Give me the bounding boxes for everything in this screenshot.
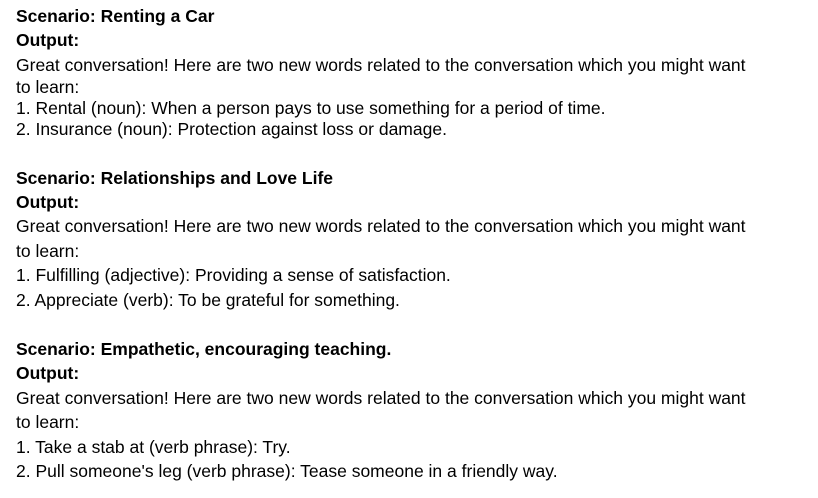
intro-text-continued: to learn:	[16, 412, 80, 432]
output-label: Output:	[16, 363, 80, 383]
vocab-item: 2. Pull someone's leg (verb phrase): Tease someone in a friendly way.	[16, 461, 558, 481]
vocab-item: 2. Insurance (noun): Protection against loss or damage.	[16, 119, 447, 139]
output-label: Output:	[16, 192, 80, 212]
vocab-item: 2. Appreciate (verb): To be grateful for something.	[16, 290, 400, 310]
output-label: Output:	[16, 30, 80, 50]
intro-text-continued: to learn:	[16, 241, 80, 261]
vocab-item: 1. Rental (noun): When a person pays to use something for a period of time.	[16, 98, 606, 118]
vocab-item: 1. Fulfilling (adjective): Providing a sense of satisfaction.	[16, 265, 451, 285]
intro-text: Great conversation! Here are two new words related to the conversation which you might want	[16, 388, 746, 408]
vocab-item: 1. Take a stab at (verb phrase): Try.	[16, 437, 291, 457]
scenario-heading: Scenario: Renting a Car	[16, 6, 215, 26]
intro-text: Great conversation! Here are two new words related to the conversation which you might want	[16, 216, 746, 236]
intro-text-continued: to learn:	[16, 77, 80, 97]
scenario-heading: Scenario: Empathetic, encouraging teaching.	[16, 339, 392, 359]
scenario-heading: Scenario: Relationships and Love Life	[16, 168, 334, 188]
intro-text: Great conversation! Here are two new words related to the conversation which you might want	[16, 55, 746, 75]
